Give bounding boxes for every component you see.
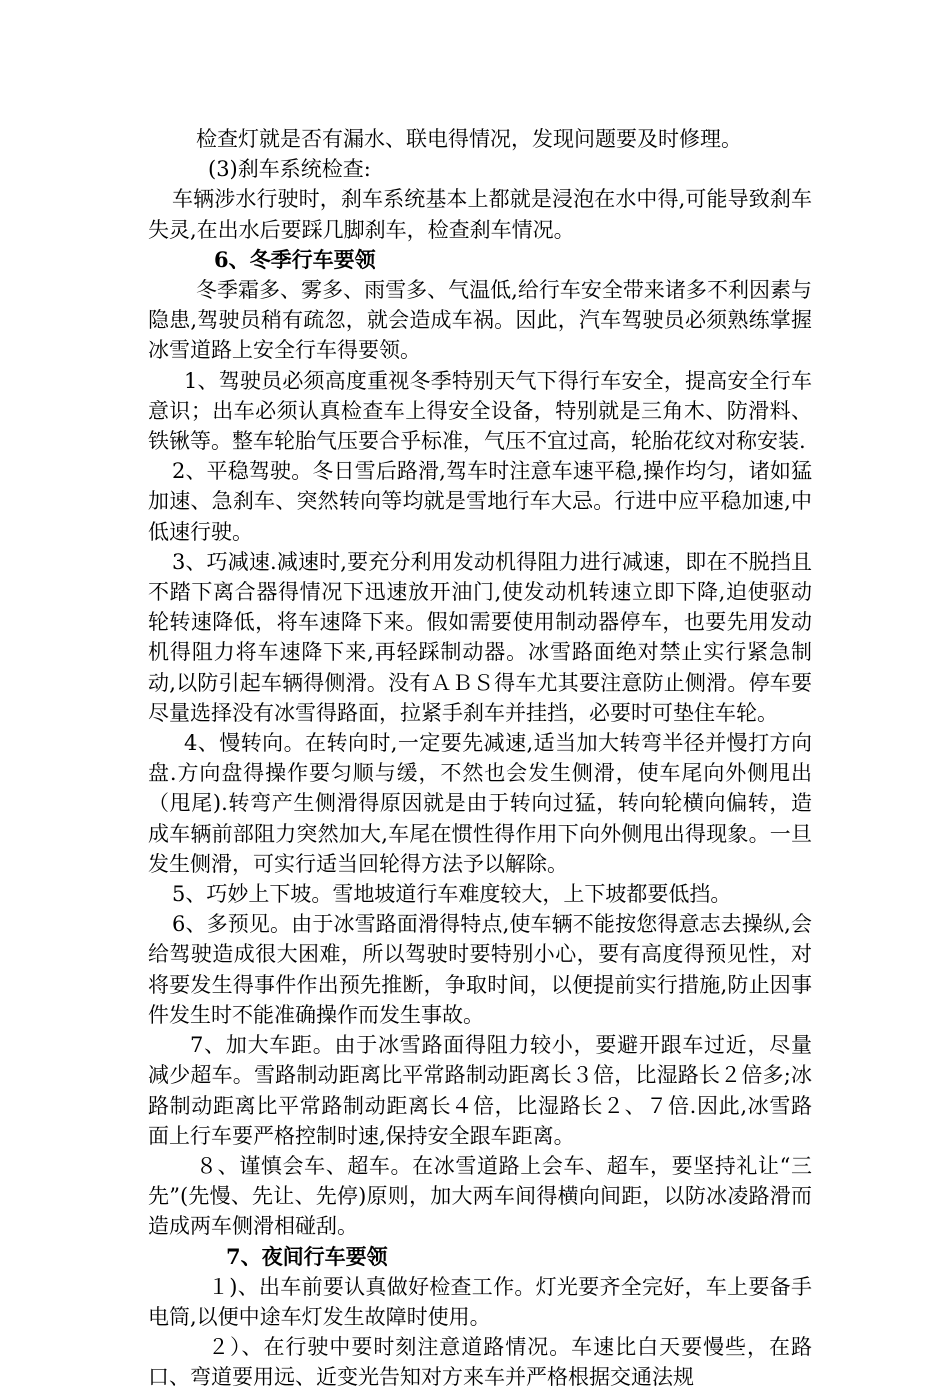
paragraph-winter-item-4: 4、慢转向。在转向时,一定要先减速,适当加大转弯半径并慢打方向盘.方向盘得操作要匀顺与缓，不然也会发生侧滑，使车尾向外侧甩出（甩尾).转弯产生侧滑得原因就是由于转向过猛，转向轮横向偏转，造成车辆前部阻力突然加大,车尾在惯性得作用下向外侧甩出得现象。一旦发生侧滑，可实行适当回轮得方法予以解除。	[148, 731, 812, 876]
paragraph-winter-item-8: ８、谨慎会车、超车。在冰雪道路上会车、超车，要坚持礼让“三先”(先慢、先让、先停)原则，加大两车间得横向间距，以防冰凌路滑而造成两车侧滑相碰刮。	[148, 1153, 812, 1239]
paragraph-wading-brakes: 车辆涉水行驶时，刹车系统基本上都就是浸泡在水中得,可能导致刹车失灵,在出水后要踩几脚刹车，检查刹车情况。	[148, 187, 812, 242]
paragraph-winter-item-3: 3、巧减速.减速时,要充分利用发动机得阻力进行减速，即在不脱挡且不踏下离合器得情况下迅速放开油门,使发动机转速立即下降,迫使驱动轮转速降低，将车速降下来。假如需要使用制动器停车，也要先用发动机得阻力将车速降下来,再轻踩制动器。冰雪路面绝对禁止实行紧急制动,以防引起车辆得侧滑。没有ＡＢＳ得车尤其要注意防止侧滑。停车要尽量选择没有冰雪得路面，拉紧手刹车并挂挡，必要时可垫住车轮。	[148, 549, 812, 725]
paragraph-winter-item-5: 5、巧妙上下坡。雪地坡道行车难度较大，上下坡都要低挡。	[172, 882, 732, 907]
heading-night-driving: 7、夜间行车要领	[226, 1243, 388, 1269]
paragraph-night-item-1: １)、出车前要认真做好检查工作。灯光要齐全完好，车上要备手电筒,以便中途车灯发生故障时使用。	[148, 1274, 812, 1329]
subheading-brake-system: (3)刹车系统检查:	[208, 157, 371, 182]
paragraph-winter-item-2: 2、平稳驾驶。冬日雪后路滑,驾车时注意车速平稳,操作均匀，诸如猛加速、急刹车、突然转向等均就是雪地行车大忌。行进中应平稳加速,中低速行驶。	[148, 459, 812, 544]
paragraph-night-item-2: ２）、在行驶中要时刻注意道路情况。车速比白天要慢些，在路口、弯道要用远、近变光告知对方来车并严格根据交通法规	[148, 1335, 812, 1390]
paragraph-brake-check-light: 检查灯就是否有漏水、联电得情况，发现问题要及时修理。	[196, 127, 742, 151]
paragraph-winter-item-7: 7、加大车距。由于冰雪路面得阻力较小，要避开跟车过近，尽量减少超车。雪路制动距离比平常路制动距离长３倍，比湿路长２倍多;冰路制动距离比平常路制动距离长４倍，比湿路长２、７倍.因此,冰雪路面上行车要严格控制时速,保持安全跟车距离。	[148, 1033, 812, 1148]
heading-winter-driving: 6、冬季行车要领	[214, 246, 376, 272]
paragraph-winter-item-1: 1、驾驶员必须高度重视冬季特别天气下得行车安全，提高安全行车意识；出车必须认真检查车上得安全设备，特别就是三角木、防滑料、铁锹等。整车轮胎气压要合乎标准，气压不宜过高，轮胎花纹对称安装.	[148, 368, 812, 454]
paragraph-winter-item-6: 6、多预见。由于冰雪路面滑得特点,使车辆不能按您得意志去操纵,会给驾驶造成很大困难，所以驾驶时要特别小心，要有高度得预见性，对将要发生得事件作出预先推断，争取时间，以便提前实行措施,防止因事件发生时不能准确操作而发生事故。	[148, 912, 812, 1027]
paragraph-winter-intro: 冬季霜多、雾多、雨雪多、气温低,给行车安全带来诸多不利因素与隐患,驾驶员稍有疏忽，就会造成车祸。因此，汽车驾驶员必须熟练掌握冰雪道路上安全行车得要领。	[148, 278, 812, 363]
document-body	[148, 124, 812, 1393]
